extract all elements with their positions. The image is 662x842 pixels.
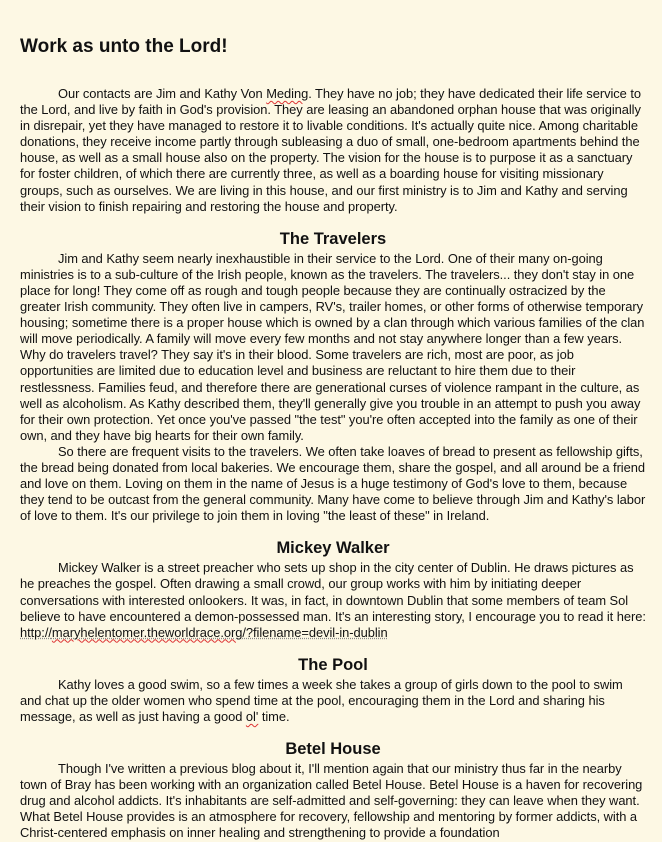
link-domain: maryhelentomer.theworldrace.org: [51, 624, 243, 640]
section-heading-the-pool: The Pool: [298, 655, 368, 674]
mickey-walker-text: Mickey Walker is a street preacher who sets up shop in the city center of Dublin. He draws pictures as he preaches the gospel. Often drawing a small crowd, our group works with him by initiating deeper conversations with interested onlookers. It was, in fact, in downtown Dublin that some members of team Sol believe to have encountered a demon-possessed man. It's an interesting story, I encourage you to read it here:: [20, 560, 646, 624]
travelers-paragraph-1: Jim and Kathy seem nearly inexhaustible in their service to the Lord. One of their many on-going ministries is to a sub-culture of the Irish people, known as the travelers. The travelers... they don't stay in one place for long! They come off as rough and tough people because they are continually ostracized by the greater Irish community. They often live in campers, RV's, trailer homes, or other forms of otherwise temporary housing; sometime there is a proper house which is owned by a clan through which various families of the clan will move periodically. A family will move every few months and not stay anywhere longer than a few years. Why do travelers travel? They say it's in their blood. Some travelers are rich, most are poor, as job opportunities are limited due to education level and business are reluctant to hire them due to their restlessness. Families feud, and therefore there are generational curses of violence rampant in the culture, as well as alcoholism. As Kathy described them, they'll generally give you trouble in an attempt to push you away for their own protection. Yet once you've passed "the test" you're often accepted into the family as one of their own, and they have big hearts for their own family.: [20, 250, 645, 443]
intro-text-end: . They have no job; they have dedicated their life service to the Lord, and live by faith in God's provision. They are leasing an abandoned orphan house that was originally in disrepair, yet they have managed to restore it to livable conditions. It's actually quite nice. Among charitable donations, they receive income partly through subleasing a duo of small, one-bedroom apartments behind the house, as well as a small house also on the property. The vision for the house is to purpose it as a sanctuary for foster children, of which there are currently three, as well as a boarding house for visiting missionary groups, such as ourselves. We are living in this house, and our first ministry is to Jim and Kathy and serving their vision to finish repairing and restoring the house and property.: [20, 86, 641, 214]
betel-house-paragraph: Though I've written a previous blog about it, I'll mention again that our ministry thus far in the nearby town of Bray has been working with an organization called Betel House. Betel House is a haven for recovering drug and alcohol addicts. It's inhabitants are self-admitted and self-governing: they can leave when they want. What Betel House provides is an atmosphere for recovery, fellowship and mentoring by former addicts, with a Christ-centered emphasis on inner healing and strengthening to provide a foundation: [20, 761, 643, 841]
misspelled-word: Meding: [266, 86, 309, 101]
blog-link[interactable]: [20, 625, 388, 640]
section-heading-travelers: The Travelers: [279, 229, 387, 248]
pool-text-end: time.: [258, 709, 290, 724]
misspelled-word: ol': [245, 709, 259, 724]
section-heading-betel-house: Betel House: [285, 740, 381, 759]
section-heading-mickey-walker: Mickey Walker: [276, 539, 390, 558]
link-path: /?filename=devil-in-dublin: [242, 624, 388, 640]
link-prefix: http://: [20, 624, 52, 640]
travelers-paragraph-2: So there are frequent visits to the travelers. We often take loaves of bread to present as fellowship gifts, the bread being donated from local bakeries. We encourage them, share the gospel, and all around be a friend and love on them. Loving on them in the name of Jesus is a huge testimony of God's love to them, because they tend to be outcast from the general community. Many have come to believe through Jim and Kathy's labor of love to them. It's our privilege to join them in loving "the least of these" in Ireland.: [20, 443, 646, 524]
pool-paragraph: [20, 677, 646, 725]
intro-text-start: Our contacts are Jim and Kathy Von: [58, 86, 267, 101]
page-title: Work as unto the Lord!: [20, 36, 228, 57]
intro-paragraph: [20, 86, 646, 215]
mickey-walker-paragraph: [20, 560, 646, 640]
pool-text-start: Kathy loves a good swim, so a few times a week she takes a group of girls down to the pool to swim and chat up the older women who spend time at the pool, encouraging them in the Lord and sharing his message, as well as just having a good: [20, 676, 623, 724]
